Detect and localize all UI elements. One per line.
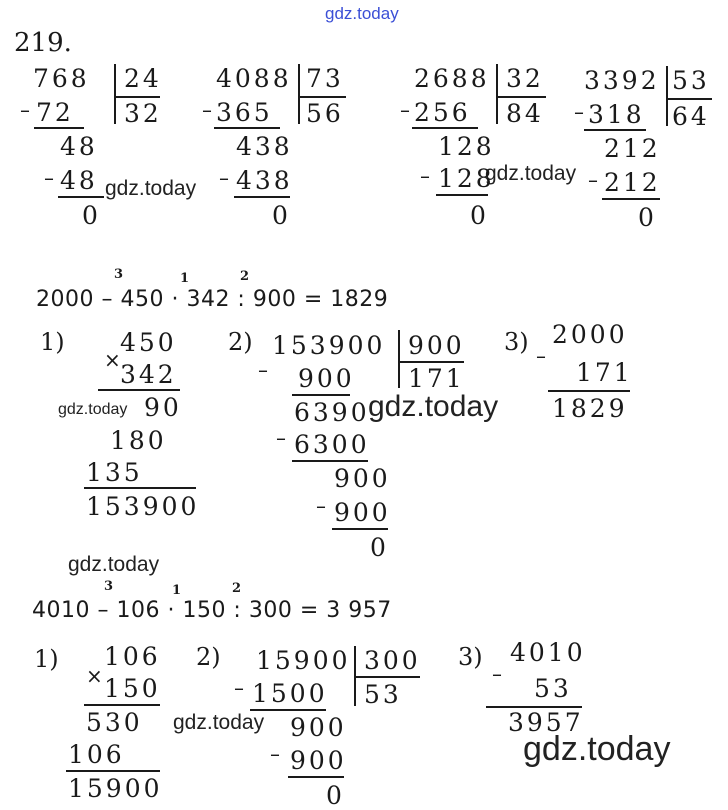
dividend: 4088 bbox=[216, 64, 292, 93]
minus-sign: – bbox=[202, 98, 212, 122]
divisor: 300 bbox=[364, 646, 421, 675]
subtrahend: 318 bbox=[588, 100, 645, 129]
quotient: 171 bbox=[408, 364, 465, 393]
subtrahend: 72 bbox=[36, 98, 74, 127]
step-label: 3) bbox=[458, 643, 483, 671]
subtrahend: 6300 bbox=[294, 430, 370, 459]
result: 0 bbox=[82, 201, 101, 230]
quotient: 32 bbox=[124, 99, 162, 128]
minus-sign: – bbox=[400, 98, 410, 122]
minus-sign: – bbox=[44, 166, 54, 190]
expression-2: 4010 – 106 · 150 : 300 = 3 957 bbox=[32, 598, 392, 623]
watermark: gdz.today bbox=[58, 401, 128, 418]
minus-sign: – bbox=[20, 98, 30, 122]
remainder: 48 bbox=[60, 132, 98, 161]
quotient: 56 bbox=[306, 99, 344, 128]
quotient: 64 bbox=[672, 102, 710, 131]
partial-product: 180 bbox=[110, 426, 167, 455]
divisor: 53 bbox=[672, 66, 710, 95]
dividend: 3392 bbox=[584, 66, 660, 95]
remainder: 900 bbox=[334, 464, 391, 493]
minus-sign: – bbox=[270, 742, 280, 766]
dividend: 2688 bbox=[414, 64, 490, 93]
divisor: 32 bbox=[506, 64, 544, 93]
order-mark: 3 bbox=[104, 579, 114, 594]
minus-sign: – bbox=[536, 344, 546, 368]
watermark: gdz.today bbox=[68, 553, 160, 576]
minus-sign: – bbox=[234, 676, 244, 700]
order-mark: 2 bbox=[240, 269, 250, 284]
minus-sign: – bbox=[316, 494, 326, 518]
minus-sign: – bbox=[276, 426, 286, 450]
order-mark: 2 bbox=[232, 581, 242, 596]
expression-1: 2000 – 450 · 342 : 900 = 1829 bbox=[36, 287, 389, 312]
remainder: 438 bbox=[236, 132, 293, 161]
subtrahend: 48 bbox=[60, 166, 98, 195]
multiplicand: 450 bbox=[120, 328, 177, 357]
product: 15900 bbox=[68, 774, 163, 803]
minus-sign: – bbox=[420, 164, 430, 188]
partial-product: 530 bbox=[86, 708, 143, 737]
result: 0 bbox=[470, 201, 489, 230]
step-label: 2) bbox=[196, 643, 221, 671]
difference: 1829 bbox=[552, 394, 628, 423]
dividend: 153900 bbox=[272, 331, 386, 360]
partial-product: 135 bbox=[86, 458, 143, 487]
minus-sign: – bbox=[258, 358, 268, 382]
times-sign: × bbox=[104, 348, 121, 372]
divisor: 900 bbox=[408, 331, 465, 360]
difference: 3957 bbox=[508, 708, 584, 737]
result: 0 bbox=[326, 781, 345, 810]
divisor: 73 bbox=[306, 64, 344, 93]
subtrahend: 212 bbox=[604, 168, 661, 197]
minus-sign: – bbox=[492, 662, 502, 686]
quotient: 53 bbox=[364, 680, 402, 709]
subtrahend: 1500 bbox=[252, 679, 328, 708]
quotient: 84 bbox=[506, 99, 544, 128]
dividend: 15900 bbox=[256, 646, 351, 675]
subtrahend: 900 bbox=[290, 746, 347, 775]
watermark: gdz.today bbox=[105, 177, 197, 200]
remainder: 6390 bbox=[294, 398, 370, 427]
subtrahend: 438 bbox=[236, 166, 293, 195]
partial-product: 90 bbox=[144, 393, 182, 422]
order-mark: 1 bbox=[172, 583, 182, 598]
times-sign: × bbox=[86, 664, 103, 688]
step-label: 1) bbox=[40, 328, 65, 356]
subtrahend: 128 bbox=[438, 164, 495, 193]
step-label: 1) bbox=[34, 645, 59, 673]
result: 0 bbox=[638, 203, 657, 232]
partial-product: 106 bbox=[68, 740, 125, 769]
watermark-top: gdz.today bbox=[325, 4, 399, 23]
dividend: 768 bbox=[33, 64, 90, 93]
problem-number: 219. bbox=[14, 28, 72, 58]
minus-sign: – bbox=[588, 168, 598, 192]
remainder: 128 bbox=[438, 132, 495, 161]
multiplier: 342 bbox=[120, 360, 177, 389]
step-label: 2) bbox=[228, 328, 253, 356]
divisor: 24 bbox=[124, 64, 162, 93]
minus-sign: – bbox=[219, 166, 229, 190]
watermark: gdz.today bbox=[485, 162, 577, 185]
subtrahend: 53 bbox=[534, 674, 572, 703]
subtrahend: 365 bbox=[216, 98, 273, 127]
watermark: gdz.today bbox=[173, 711, 265, 734]
order-mark: 1 bbox=[180, 271, 190, 286]
multiplicand: 106 bbox=[104, 642, 161, 671]
watermark: gdz.today bbox=[523, 730, 671, 768]
minuend: 2000 bbox=[552, 320, 628, 349]
step-label: 3) bbox=[504, 328, 529, 356]
subtrahend: 900 bbox=[334, 498, 391, 527]
remainder: 900 bbox=[290, 713, 347, 742]
order-mark: 3 bbox=[114, 267, 124, 282]
product: 153900 bbox=[86, 492, 200, 521]
minus-sign: – bbox=[574, 100, 584, 124]
subtrahend: 171 bbox=[576, 358, 633, 387]
result: 0 bbox=[370, 533, 389, 562]
subtrahend: 900 bbox=[298, 364, 355, 393]
result: 0 bbox=[272, 201, 291, 230]
multiplier: 150 bbox=[104, 674, 161, 703]
minuend: 4010 bbox=[510, 638, 586, 667]
watermark: gdz.today bbox=[368, 390, 499, 423]
remainder: 212 bbox=[604, 134, 661, 163]
subtrahend: 256 bbox=[414, 98, 471, 127]
